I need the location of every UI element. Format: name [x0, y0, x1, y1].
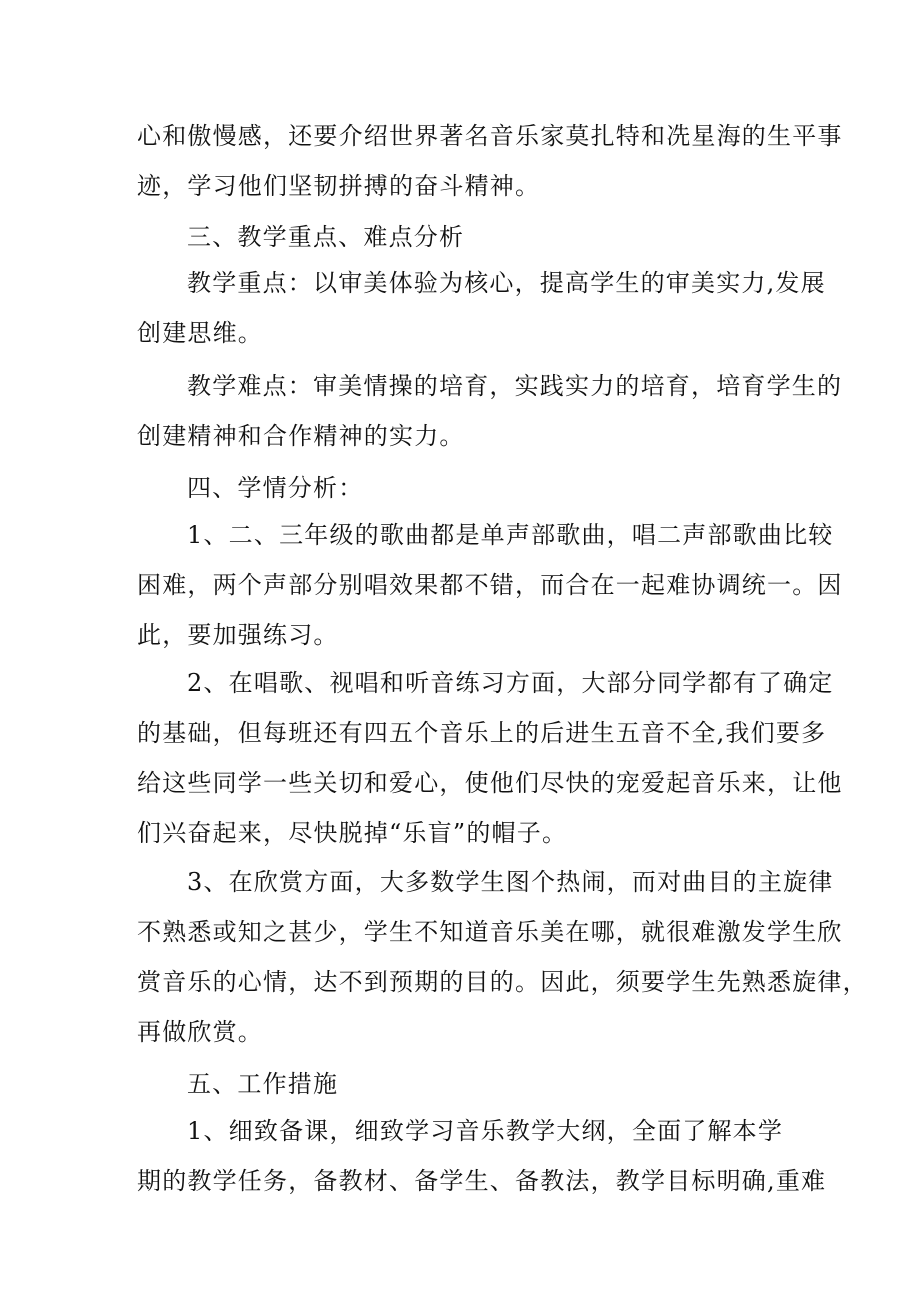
paragraph-line: 教学难点：审美情操的培育，实践实力的培育，培育学生的: [187, 372, 843, 400]
paragraph-line: 期的教学任务，备教材、备学生、备教法，教学目标明确,重难: [137, 1167, 827, 1195]
paragraph-line: 困难，两个声部分别唱效果都不错，而合在一起难协调统一。因: [137, 571, 843, 599]
paragraph-line: 的基础，但每班还有四五个音乐上的后进生五音不全,我们要多: [137, 719, 827, 747]
paragraph-line: 此，要加强练习。: [137, 621, 339, 649]
paragraph-line: 迹，学习他们坚韧拼搏的奋斗精神。: [137, 172, 541, 200]
paragraph-line: 不熟悉或知之甚少，学生不知道音乐美在哪，就很难激发学生欣: [137, 918, 843, 946]
paragraph-line: 创建精神和合作精神的实力。: [137, 422, 465, 450]
paragraph-line: 们兴奋起来，尽快脱掉“乐盲”的帽子。: [137, 819, 568, 847]
paragraph-line: 3、在欣赏方面，大多数学生图个热闹，而对曲目的主旋律: [187, 868, 834, 896]
paragraph-line: 赏音乐的心情，达不到预期的目的。因此，须要学生先熟悉旋律，: [137, 968, 868, 996]
paragraph-line: 1、细致备课，细致学习音乐教学大纲，全面了解本学: [187, 1117, 784, 1145]
section-heading: 三、教学重点、难点分析: [187, 223, 465, 251]
paragraph-line: 再做欣赏。: [137, 1018, 263, 1046]
paragraph-line: 2、在唱歌、视唱和听音练习方面，大部分同学都有了确定: [187, 669, 834, 697]
paragraph-line: 给这些同学一些关切和爱心，使他们尽快的宠爱起音乐来，让他: [137, 769, 843, 797]
paragraph-line: 教学重点：以审美体验为核心，提高学生的审美实力,发展: [187, 269, 826, 297]
section-heading: 四、学情分析：: [187, 474, 364, 502]
paragraph-line: 创建思维。: [137, 319, 263, 347]
paragraph-line: 心和傲慢感，还要介绍世界著名音乐家莫扎特和冼星海的生平事: [137, 122, 843, 150]
section-heading: 五、工作措施: [187, 1070, 339, 1098]
paragraph-line: 1、二、三年级的歌曲都是单声部歌曲，唱二声部歌曲比较: [187, 521, 834, 549]
